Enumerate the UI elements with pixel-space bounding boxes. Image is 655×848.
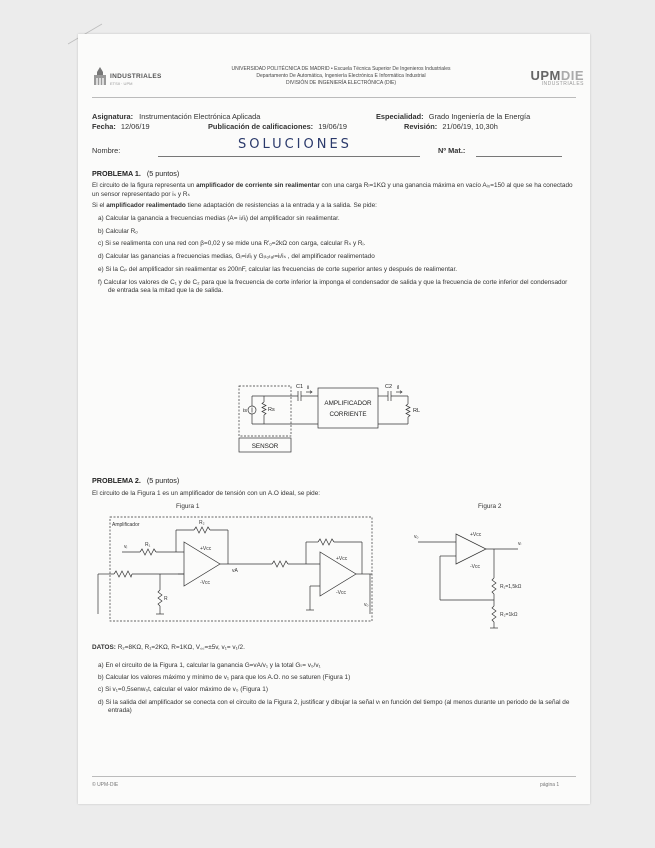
amp-label-line1: AMPLIFICADOR [324,400,372,407]
problema2-intro: El circuito de la Figura 1 es un amplificador de tensión con un A.O ideal, se pide: [92,490,321,497]
fig2-vcc-neg: -Vcc [470,564,480,570]
problema1-intro-part2: con una carga Rₗ=1KΩ y una ganancia máxima en vacío Aᵢ₀=150 al que se ha conectado un sensor representado por iₛ y Rₛ [92,182,573,198]
problema1-title-text: PROBLEMA 1. [92,169,141,178]
c2-label: C2 [385,384,393,390]
fig2-r1-label: R₁=1,5kΩ [500,584,522,590]
fig2-vcc-pos: +Vcc [470,532,482,538]
problema2-item-c: c) Si v₁=0,5senw₀t, calcular el valor máximo de v₀ (Figura 1) [98,686,268,694]
right-logo-suffix: DIE [560,68,584,83]
amp-label-line2: CORRIENTE [329,411,367,418]
right-logo-main: UPM [530,68,561,83]
left-logo-text: INDUSTRIALES [110,73,162,80]
exam-page [78,34,590,804]
fig1-vi-label: vᵢ [124,544,128,550]
problema2-title [92,476,179,485]
ii-label: ii [307,385,310,391]
institution-header [196,66,486,87]
especialidad-value: Grado Ingeniería de la Energía [428,112,531,121]
problema2-points: (5 puntos) [146,476,180,485]
fig2-r2-label: R₂=1kΩ [500,612,518,618]
c1-label: C1 [296,384,304,390]
fecha-label: Fecha: [92,122,116,131]
problema1-items [98,215,576,295]
especialidad-label: Especialidad: [376,112,424,121]
asignatura-value: Instrumentación Electrónica Aplicada [139,112,261,121]
current-amplifier-circuit [238,378,438,460]
problema1-title [92,169,179,178]
header-line-1: UNIVERSIDAD POLITÉCNICA DE MADRID • Escuela Técnica Superior De Ingenieros Industriales [231,66,451,72]
header-line-3: DIVISIÓN DE INGENIERÍA ELECTRÓNICA (DIE) [285,80,397,86]
nombre-handwritten-value: SOLUCIONES [238,137,352,152]
mat-label: Nº Mat.: [438,146,466,155]
problema2-item-b: b) Calcular los valores máximo y mínimo de v₁ para que los A.O. no se saturen (Figura 1) [98,674,351,682]
revision-label: Revisión: [404,122,438,131]
fig1-vcc-neg-1: -Vcc [200,580,210,586]
problema1-intro-part1: El circuito de la figura representa un [92,182,195,189]
figura2-circuit [414,514,564,634]
especialidad-row [376,112,530,121]
fig2-vl-label: vₗ [518,541,522,547]
problema1-intro [92,182,578,199]
industriales-logo [92,64,162,90]
rl-label: RL [413,408,421,414]
revision-value: 21/06/19, 10,30h [442,122,498,131]
header-divider [92,97,576,98]
sensor-label: SENSOR [251,443,279,450]
problema1-item-a: a) Calcular la ganancia a frecuencias medias (A= iₗ/iᵢ) del amplificador sin realimentar. [98,215,340,222]
figura2-title: Figura 2 [478,503,502,510]
fecha-value: 12/06/19 [120,122,150,131]
problema1-item-c: c) Si se realimenta con una red con β=0,02 y se mide una R'ₒ=2kΩ con carga, calcular Rₛ y Rᵢ. [98,240,366,248]
fig1-vcc-pos-2: +Vcc [336,556,348,562]
rs-label: Rs [268,407,275,413]
left-logo-sub: ETSII · UPM [110,81,133,86]
fig1-vcc-pos-1: +Vcc [200,546,212,552]
fig1-r1-label: R₁ [145,542,151,548]
publicacion-label: Publicación de calificaciones: [208,122,314,131]
il-label: il [397,385,400,391]
asignatura-label: Asignatura: [92,112,134,121]
footer-divider [92,776,576,777]
problema1-item-b: b) Calcular Rₒ [98,227,138,235]
header-line-2: Departamento De Automática, Ingeniería Electrónica E Informática Industrial [256,73,426,79]
fig1-vcc-neg-2: -Vcc [336,590,346,596]
problema1-intro2-part2: tiene adaptación de resistencias a la entrada y a la salida. Se pide: [187,202,377,209]
right-logo-sub: INDUSTRIALES [541,81,584,87]
problema2-item-d: d) Si la salida del amplificador se conecta con el circuito de la Figura 2, justificar y dibujar la señal vₗ en función del tiempo (al menos durante un periodo de la señal de entrada) [98,698,570,714]
fig1-vo-label: vₒ [364,602,369,608]
problema1-intro2-bold: amplificador realimentado [106,202,186,209]
publicacion-value: 19/06/19 [318,122,347,131]
problema1-item-d: d) Calcular las ganancias a frecuencias medias, Gᵢ=iₗ/iᵢ y Gᵢₜₒₜₐₗ=iₗ/iₛ , del amplificador realimentado [98,253,375,261]
nombre-label: Nombre: [92,146,121,155]
is-label: is [243,408,247,414]
mat-field-line [476,156,562,157]
problema1-points: (5 puntos) [146,169,180,178]
nombre-field-line [158,156,420,157]
fig1-va-label: vA [232,568,238,574]
figura1-circuit [92,514,378,626]
problema1-intro2-part1: Si el [92,202,105,209]
datos-label: DATOS: [92,644,116,651]
fig1-r-label: R [164,596,168,602]
fig1-amplificador-label: Amplificador [112,522,140,528]
publicacion-row [208,122,347,131]
problema1-intro-bold: amplificador de corriente sin realimentar [196,182,320,189]
asignatura-row [92,112,260,121]
fig1-r2-label: R₂ [199,520,205,526]
figura1-title: Figura 1 [176,503,200,510]
problema1-item-f: f) Calcular los valores de C₁ y de C₂ para que la frecuencia de corte inferior la imponga el condensador de salida y que la frecuencia de corte inferior del condensador de entrada sea la mitad que la de salida. [98,278,568,294]
problema2-item-a: a) En el circuito de la Figura 1, calcular la ganancia G=vA/v₁ y la total Gₜ= v₀/v₁ [98,662,321,669]
footer-page: página 1 [540,782,560,788]
upm-die-logo [514,68,584,87]
problema2-items [98,662,576,715]
problema1-item-e: e) Si la Cₚ del amplificador sin realimentar es 200nF, calcular las frecuencias de corte superior antes y después de realimentar. [98,265,458,273]
footer-left: © UPM-DIE [92,782,119,788]
datos-value: R₂=8KΩ, R₁=2KΩ, R=1KΩ, V꜀꜀=±5v, v₁= v₁/2. [117,644,245,651]
university-crest-icon [92,66,108,88]
fig2-vo-label: vₒ [414,534,419,540]
problema2-title-text: PROBLEMA 2. [92,476,141,485]
problema1-intro2 [92,202,578,211]
revision-row [404,122,498,131]
problema2-datos [92,644,578,653]
fecha-row [92,122,150,131]
